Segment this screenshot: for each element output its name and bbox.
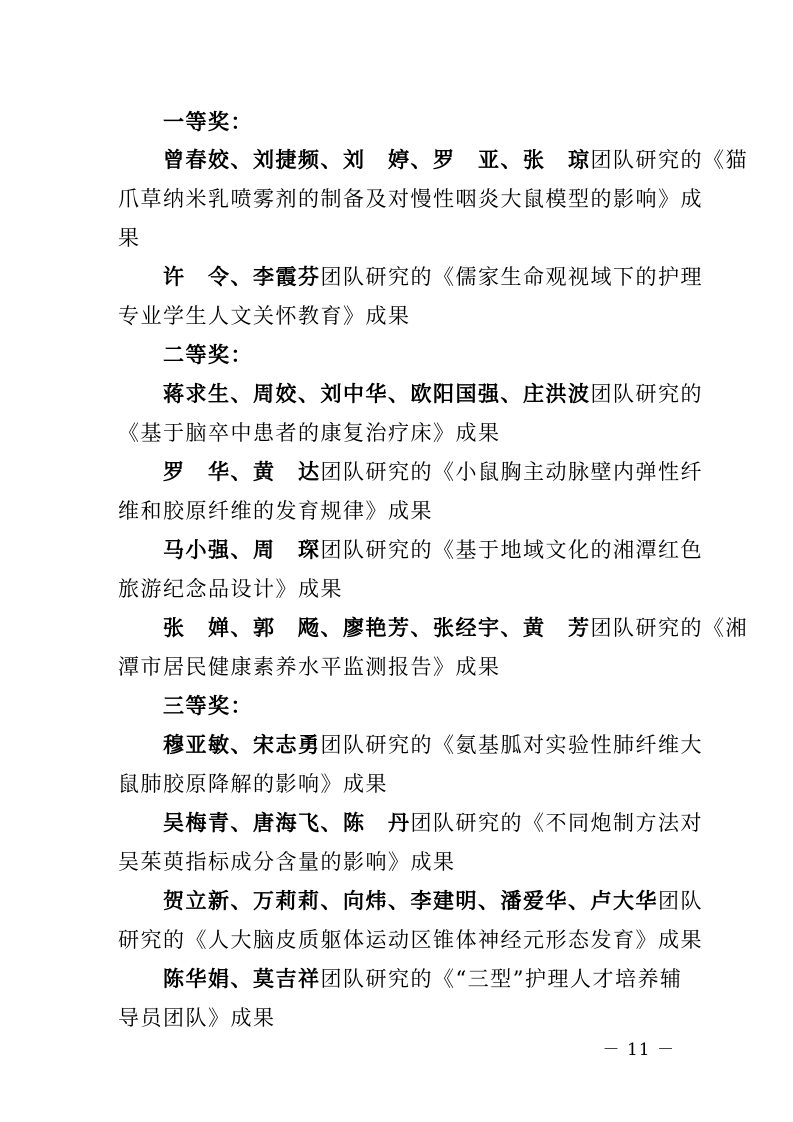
award-names: 穆亚敏、宋志勇 xyxy=(163,733,321,757)
award-entry-second-2-line-2: 维和胶原纤维的发育规律》成果 xyxy=(118,499,433,523)
award-title-lead: 团队研究的《儒家生命观视域下的护理 xyxy=(320,265,703,289)
award-names: 贺立新、万莉莉、向炜、李建明、潘爱华、卢大华 xyxy=(163,889,658,913)
award-entry-third-1-line-1 xyxy=(163,730,703,760)
award-entry-second-4-line-1 xyxy=(163,613,748,643)
award-entry-first-1-line-2: 爪草纳米乳喷雾剂的制备及对慢性咽炎大鼠模型的影响》成 xyxy=(118,187,703,211)
award-entry-first-1-line-1 xyxy=(163,145,748,175)
award-title-lead: 团队研究的《氨基胍对实验性肺纤维大 xyxy=(320,733,703,757)
award-title-lead: 团队研究的《猫 xyxy=(590,148,748,172)
award-entry-third-3-line-2: 研究的《人大脑皮质躯体运动区锥体神经元形态发育》成果 xyxy=(118,928,703,952)
award-entry-third-2-line-1 xyxy=(163,808,703,838)
award-title-lead: 团队研究的 xyxy=(590,382,703,406)
award-entry-third-1-line-2: 鼠肺胶原降解的影响》成果 xyxy=(118,772,388,796)
award-entry-second-2-line-1 xyxy=(163,457,703,487)
award-entry-second-3-line-2: 旅游纪念品设计》成果 xyxy=(118,577,343,601)
award-entry-third-2-line-2: 吴茱萸指标成分含量的影响》成果 xyxy=(118,850,456,874)
award-entry-second-1-line-1 xyxy=(163,379,703,409)
award-entry-second-4-line-2: 潭市居民健康素养水平监测报告》成果 xyxy=(118,655,501,679)
award-names: 陈华娟、莫吉祥 xyxy=(163,967,321,991)
first-prize-heading: 一等奖： xyxy=(163,110,253,134)
award-names: 张 婵、郭 飏、廖艳芳、张经宇、黄 芳 xyxy=(163,616,591,640)
award-title-lead: 团队研究的《“三型”护理人才培养辅 xyxy=(320,967,683,991)
award-names: 马小强、周 琛 xyxy=(163,538,321,562)
award-entry-first-1-line-3: 果 xyxy=(118,226,141,250)
award-entry-third-4-line-1 xyxy=(163,964,683,994)
award-title-lead: 团队 xyxy=(658,889,703,913)
award-entry-third-3-line-1 xyxy=(163,886,703,916)
award-names: 蒋求生、周姣、刘中华、欧阳国强、庄洪波 xyxy=(163,382,591,406)
award-names: 罗 华、黄 达 xyxy=(163,460,321,484)
award-names: 许 令、李霞芬 xyxy=(163,265,321,289)
award-names: 曾春姣、刘捷频、刘 婷、罗 亚、张 琼 xyxy=(163,148,591,172)
award-entry-second-1-line-2: 《基于脑卒中患者的康复治疗床》成果 xyxy=(118,421,501,445)
award-entry-third-4-line-2: 导员团队》成果 xyxy=(118,1006,276,1030)
page-number: － 11 － xyxy=(602,1040,675,1060)
third-prize-heading: 三等奖： xyxy=(163,694,253,718)
award-entry-first-2-line-2: 专业学生人文关怀教育》成果 xyxy=(118,304,411,328)
award-title-lead: 团队研究的《不同炮制方法对 xyxy=(410,811,703,835)
second-prize-heading: 二等奖： xyxy=(163,343,253,367)
award-names: 吴梅青、唐海飞、陈 丹 xyxy=(163,811,411,835)
award-title-lead: 团队研究的《小鼠胸主动脉壁内弹性纤 xyxy=(320,460,703,484)
award-title-lead: 团队研究的《基于地域文化的湘潭红色 xyxy=(320,538,703,562)
award-entry-second-3-line-1 xyxy=(163,535,703,565)
award-title-lead: 团队研究的《湘 xyxy=(590,616,748,640)
award-entry-first-2-line-1 xyxy=(163,262,703,292)
